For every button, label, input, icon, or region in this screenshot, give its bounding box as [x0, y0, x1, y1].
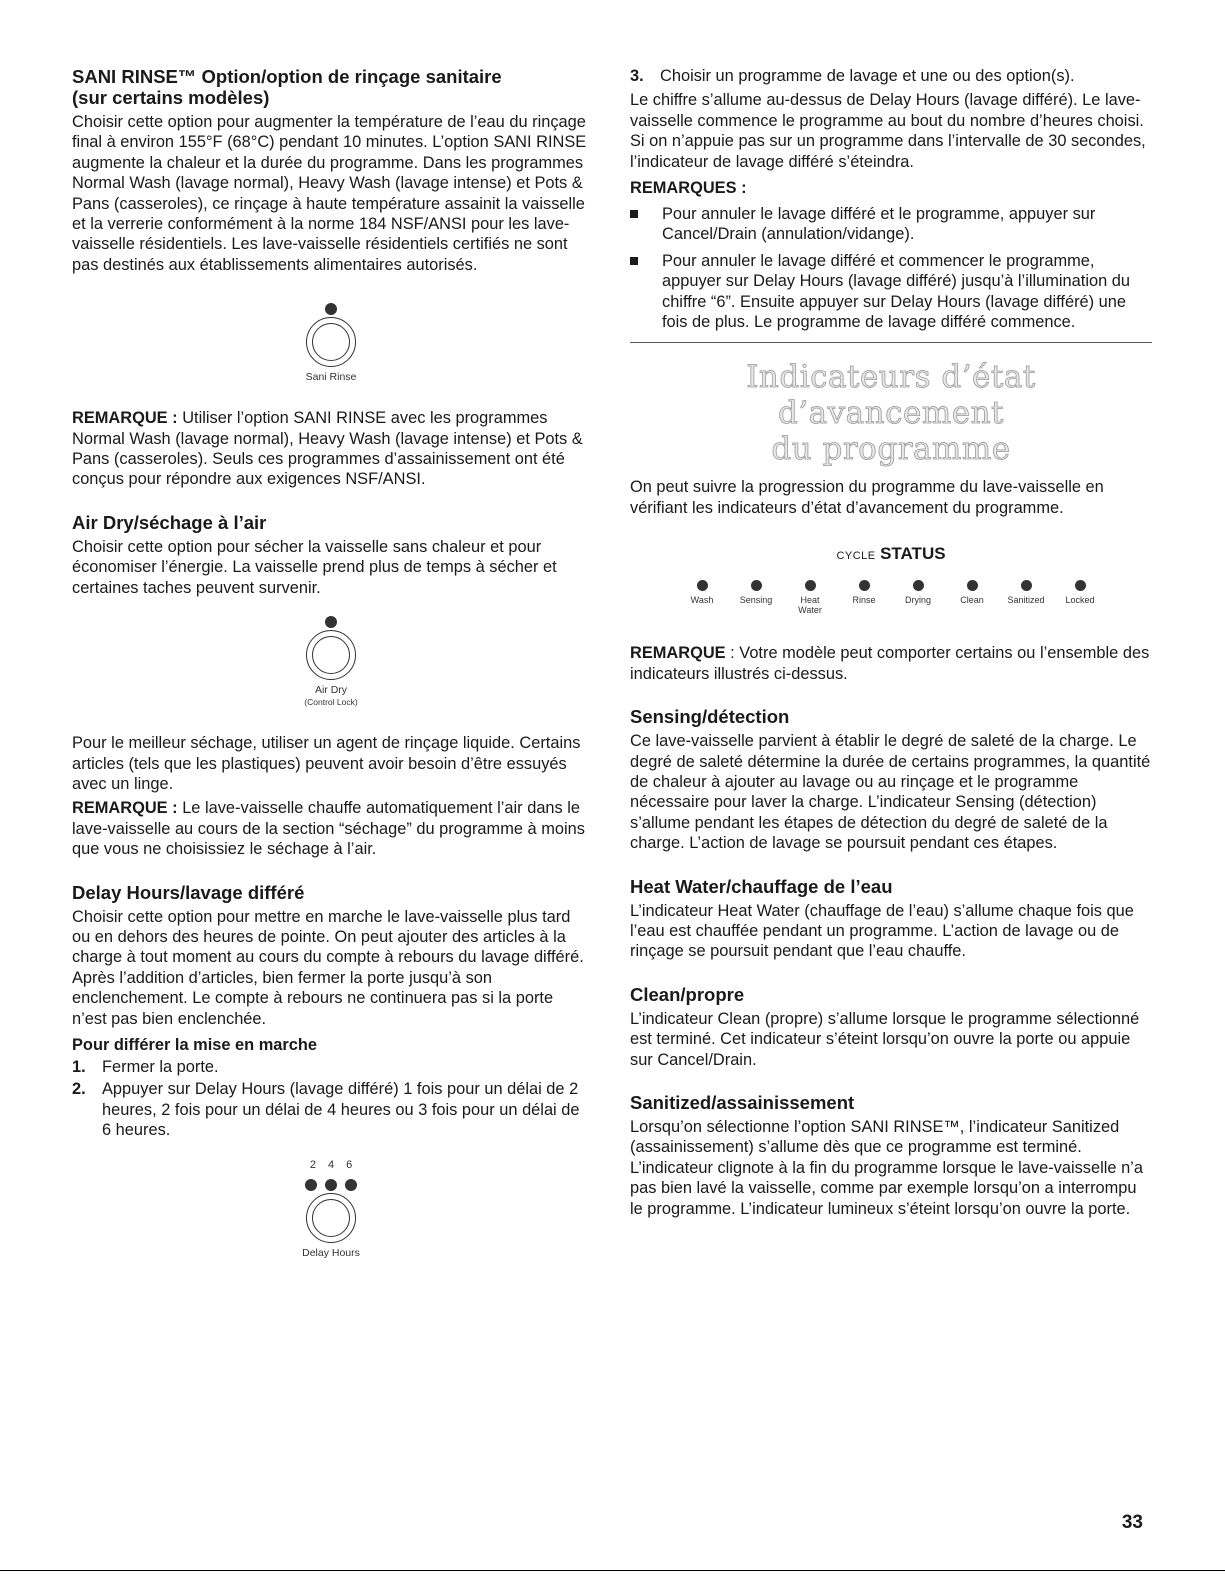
status-indicator-rinse [837, 580, 891, 615]
indicator-light-icon [913, 580, 924, 591]
sensing-body: Ce lave-vaisselle parvient à établir le degré de saleté de la charge. Le degré de saleté détermine la durée de certains programmes, la quantité de chaleur à ajouter au lavage ou au rinçage et le programme nécessaire pour laver la charge. L’indicateur Sensing (détection) s’allume pendant les étapes de détection du degré de saleté de la charge. L’action de lavage se poursuit pendant ces étapes. [630, 732, 1151, 853]
indicator-light-icon [1021, 580, 1032, 591]
status-indicator-label: Wash [690, 595, 714, 606]
list-item [72, 1057, 590, 1077]
remarque-text: Pour annuler le lavage différé et le programme, appuyer sur Cancel/Drain (annulation/vidange). [662, 205, 1096, 244]
remarques-label: REMARQUES : [630, 179, 747, 198]
air-dry-note [72, 798, 590, 859]
delay-start-subtitle: Pour différer la mise en marche [72, 1035, 318, 1054]
sani-rinse-note [72, 408, 590, 490]
delay-digits [310, 1159, 352, 1171]
air-dry-button [306, 630, 356, 680]
step-number: 3. [630, 67, 644, 85]
sani-rinse-title-line2: (sur certains modèles) [72, 87, 270, 108]
status-label: STATUS [880, 544, 946, 564]
air-dry-body: Choisir cette option pour sécher la vaisselle sans chaleur et pour économiser l’énergie. La vaisselle prend plus de temps à sécher et certaines taches peuvent survenir. [72, 537, 557, 597]
cycle-status-title [630, 544, 1152, 564]
status-indicator-heat-water [783, 580, 837, 615]
status-indicator-label: Sanitized [1007, 595, 1045, 606]
indicator-light-icon [325, 303, 337, 315]
heat-water-body: L’indicateur Heat Water (chauffage de l’eau) s’allume chaque fois que l’eau est chauffée pendant un programme. L’action de lavage ou de rinçage se poursuit pendant que l’eau chauffe. [630, 901, 1134, 961]
digit-6: 6 [346, 1158, 353, 1171]
status-indicator-label: Clean [960, 595, 984, 606]
banner-line1: Indicateurs d’état d’avancement [746, 359, 1036, 432]
status-indicator-sanitized [999, 580, 1053, 615]
delay-hours-figure [72, 1159, 590, 1260]
status-indicator-label: Locked [1065, 595, 1095, 606]
indicator-light-icon [751, 580, 762, 591]
clean-title: Clean/propre [630, 983, 745, 1005]
square-bullet-icon [630, 251, 662, 333]
button-inner-ring-icon [312, 323, 350, 361]
note-text: : Votre modèle peut comporter certains ou l’ensemble des indicateurs illustrés ci-dessus. [630, 644, 1150, 683]
cycle-status-indicators [630, 580, 1152, 615]
indicator-light-icon [967, 580, 978, 591]
status-indicator-label: Heat Water [798, 595, 822, 616]
indicator-light-icon [325, 1179, 337, 1191]
page-number: 33 [1121, 1512, 1143, 1533]
button-inner-ring-icon [312, 636, 350, 674]
status-indicator-label: Drying [904, 595, 931, 606]
indicator-light-icon [697, 580, 708, 591]
section-banner-title [630, 359, 1152, 467]
digit-2: 2 [309, 1158, 316, 1171]
status-indicator-clean [945, 580, 999, 615]
air-dry-title: Air Dry/séchage à l’air [72, 511, 267, 533]
list-item [630, 204, 1152, 245]
sani-rinse-button [306, 317, 356, 367]
square-bullet-icon [630, 204, 662, 245]
digit-4: 4 [327, 1158, 335, 1171]
step-text: Appuyer sur Delay Hours (lavage différé) 1 fois pour un délai de 2 heures, 2 fois pour un délai de 4 heures ou 3 fois pour un délai de 6 heures. [102, 1080, 580, 1140]
sani-rinse-body: Choisir cette option pour augmenter la température de l’eau du rinçage final à environ 155°F (68°C) pendant 10 minutes. L’option SANI RINSE augmente la chaleur et la durée du programme. Dans les programmes Normal Wash (lavage normal), Heavy Wash (lavage intense) et Pots & Pans (casseroles), ce rinçage à haute température assainit la vaisselle et la verrerie conformément à la norme 184 NSF/ANSI pour les lave-vaisselle résidentiels. Les lave-vaisselle résidentiels certifiés ne sont pas destinés aux établissements alimentaires autorisés. [72, 113, 587, 274]
delay-hours-body: Choisir cette option pour mettre en marche le lave-vaisselle plus tard ou en dehors des heures de pointe. On peut ajouter des articles à la charge à tout moment au cours du compte à rebours du lavage différé. Après l’addition d’articles, bien fermer la porte jusqu’à son enclenchement. Le compte à rebours ne continuera pas si la porte n’est pas bien enclenchée. [72, 907, 584, 1028]
sensing-title: Sensing/détection [630, 706, 790, 728]
indicator-light-icon [305, 1179, 317, 1191]
remarques-list [630, 204, 1152, 332]
step-text: Fermer la porte. [102, 1057, 219, 1076]
status-indicator-wash [675, 580, 729, 615]
indicator-light-icon [859, 580, 870, 591]
cycle-label: CYCLE [836, 550, 876, 563]
status-indicator-label: Sensing [739, 595, 773, 606]
remarque-text: Pour annuler le lavage différé et commencer le programme, appuyer sur Delay Hours (lavage différé) jusqu’à l’illumination du chiffre “6”. Ensuite appuyer sur Delay Hours (lavage différé) une fois de plus. Le programme de lavage différé commence. [662, 251, 1130, 332]
clean-body: L’indicateur Clean (propre) s’allume lorsque le programme sélectionné est terminé. Cet indicateur s’éteint lorsqu’on ouvre la porte ou appuie sur Cancel/Drain. [630, 1009, 1140, 1069]
sani-rinse-title [72, 66, 590, 108]
banner-line2: du programme [771, 431, 1011, 468]
sani-rinse-label: Sani Rinse [305, 371, 357, 384]
step-number: 2. [72, 1080, 86, 1099]
indicator-light-icon [805, 580, 816, 591]
section-divider [630, 342, 1152, 343]
delay-explanation: Le chiffre s’allume au-dessus de Delay Hours (lavage différé). Le lave-vaisselle commence le programme au bout du nombre d’heures choisi. Si on n’appuie pas sur un programme dans l’intervalle de 30 secondes, l’indicateur de lavage différé s’éteindra. [630, 91, 1146, 171]
step-text: Choisir un programme de lavage et une ou des option(s). [660, 67, 1075, 85]
page-bottom-rule [0, 1570, 1225, 1571]
status-indicator-drying [891, 580, 945, 615]
sanitized-body: Lorsqu’on sélectionne l’option SANI RINSE™, l’indicateur Sanitized (assainissement) s’allume dès que ce programme est terminé. L’indicateur clignote à la fin du programme lorsque le lave-vaisselle n’a pas bien lavé la vaisselle, comme par exemple lorsqu’on a interrompu le programme. L’indicateur lumineux s’éteint lorsqu’on ouvre la porte. [630, 1117, 1143, 1218]
status-note [630, 643, 1152, 684]
air-dry-label: Air Dry [314, 684, 348, 697]
air-dry-figure [72, 616, 590, 707]
note-label: REMARQUE : [72, 799, 178, 818]
button-inner-ring-icon [312, 1199, 350, 1237]
air-dry-body2: Pour le meilleur séchage, utiliser un agent de rinçage liquide. Certains articles (tels que les plastiques) peuvent avoir besoin d’être essuyés avec un linge. [72, 734, 581, 793]
note-label: REMARQUE [630, 644, 726, 663]
left-column [72, 66, 590, 1260]
indicator-light-icon [345, 1179, 357, 1191]
right-column [630, 66, 1152, 1219]
status-indicator-sensing [729, 580, 783, 615]
list-item [630, 251, 1152, 333]
step-number: 1. [72, 1057, 86, 1076]
sanitized-title: Sanitized/assainissement [630, 1091, 855, 1113]
status-indicator-locked [1053, 580, 1107, 615]
delay-hours-title: Delay Hours/lavage différé [72, 881, 305, 903]
delay-steps-list [72, 1057, 590, 1141]
status-indicator-label: Rinse [852, 595, 876, 606]
note-text: Utiliser l’option SANI RINSE avec les programmes Normal Wash (lavage normal), Heavy Wash (lavage intense) et Pots & Pans (casseroles). Seuls ces programmes d’assainissement ont été conçus pour répondre aux exigences NSF/ANSI. [72, 409, 583, 489]
sani-rinse-figure [72, 303, 590, 384]
list-item [630, 66, 1152, 86]
note-text: Le lave-vaisselle chauffe automatiquement l’air dans le lave-vaisselle au cours de la section “séchage” du programme à moins que vous ne choisissiez le séchage à l’air. [72, 799, 585, 859]
sani-rinse-title-line1: SANI RINSE™ Option/option de rinçage sanitaire [72, 66, 502, 87]
delay-hours-button [306, 1193, 356, 1243]
list-item [72, 1079, 590, 1140]
heat-water-title: Heat Water/chauffage de l’eau [630, 875, 893, 897]
control-lock-label: (Control Lock) [304, 697, 358, 708]
status-intro: On peut suivre la progression du programme du lave-vaisselle en vérifiant les indicateurs d’état d’avancement du programme. [630, 478, 1104, 517]
delay-hours-label: Delay Hours [302, 1246, 360, 1259]
indicator-light-icon [1075, 580, 1086, 591]
delay-steps-continued [630, 66, 1152, 86]
delay-indicator-lights [305, 1179, 357, 1191]
indicator-light-icon [325, 616, 337, 628]
note-label: REMARQUE : [72, 409, 178, 428]
